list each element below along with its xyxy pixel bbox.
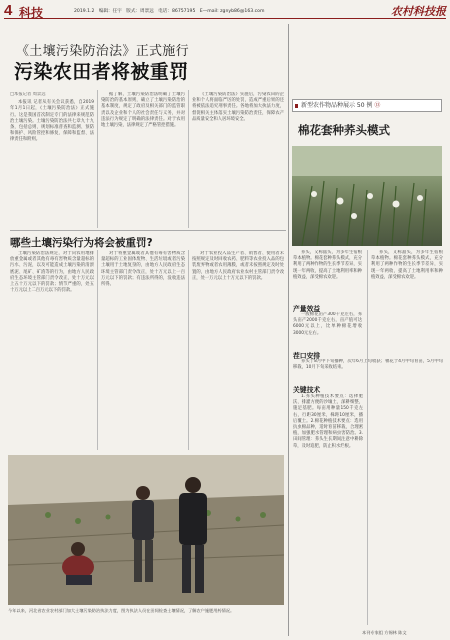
sidebar-intro: 荞头，又称藠头，为多年生宿根草本植物。棉花套种荞头模式，充分利用了两种作物的生长季节差异，实现一年两收，提高了土地利用率和种植效益，深受棉农欢迎。	[293, 250, 362, 280]
lead-kicker: 《土壤污染防治法》正式施行	[16, 44, 189, 59]
column-divider	[188, 250, 189, 450]
lead-text-3: 《土壤污染防治法》实施后，污染农田的企业和个人将面临严厉的处罚，造成严重后果的还将被依法追究刑事责任。各地将加大执法力度，督促相关主体落实土壤污染防治责任，保障农产品质量安全和人居环境安全。	[192, 92, 284, 122]
column-divider	[97, 250, 98, 450]
section-subhead: 哪些土壤污染行为将会被重罚?	[10, 237, 153, 249]
masthead	[4, 3, 446, 19]
column-divider	[188, 90, 189, 228]
lead-column-1	[10, 92, 94, 224]
tech-text-1: 1.荞头种植技术要点：选择肥沃、排灌方便的沙壤土，深耕细整，施足基肥。每亩用种量150千克左右，行距30厘米，株距10厘米，播后覆土。2.棉花种植技术要点：选用抗虫棉品种，适时育苗移栽，合理密植，加强肥水管理和病虫害防治。3.田间管理：荞头生长期间注意中耕除草，及时追肥，防止积水烂根。	[293, 394, 363, 449]
section-column-3	[192, 251, 284, 449]
section-title: 科技	[19, 6, 44, 20]
column-divider	[97, 90, 98, 228]
byline: □本报记者 周景远	[10, 92, 46, 97]
photo-caption: 今年以来，河北省农业农村部门加大土壤污染防治执法力度，图为执法人员在田间检查土壤情况，了解农户施肥用药情况。	[8, 608, 235, 613]
series-header	[292, 99, 442, 112]
crop-photo	[292, 146, 442, 246]
crop-field-illustration	[292, 146, 442, 246]
income-heading: 产量效益	[293, 305, 321, 313]
lead-column-3	[192, 92, 284, 224]
field-inspection-illustration	[8, 455, 284, 605]
field-inspection-photo	[8, 455, 284, 605]
masthead-meta: 2019.1.2 编辑：任宇 版式：周景远 电话：86757195 E—mail: zgnyb86@163.com	[74, 9, 265, 14]
column-divider	[367, 250, 368, 625]
series-label: 新型农作物品种展示 50 例	[301, 102, 373, 109]
paper-logo: 农村科技报	[391, 5, 446, 18]
section-column-1	[10, 251, 94, 449]
series-number: ⑬	[374, 102, 381, 109]
section-rule	[10, 230, 286, 231]
lead-text-1: 本报讯 记者从有关会议获悉，自2019年1月1日起，《土壤污染防治法》正式施行。这是我国首次制定专门的法律来规范防治土壤污染。土壤污染防治法共七章九十九条，包括总则、规划标准普查和监测、预防和保护、风险管控和修复、保障和监督、法律责任和附则。	[10, 100, 94, 143]
tech-heading: 关键技术	[293, 386, 321, 394]
section-column-2	[101, 251, 185, 449]
season-text: 荞头于8月中下旬播种，次年6月上旬收获；棉花于4月中旬育苗，5月中旬移栽，10月下旬采收结束。	[293, 359, 443, 371]
tech-text-2: 荞头，又称藠头，为多年生宿根草本植物。棉花套种荞头模式，充分利用了两种作物的生长季节差异，实现一年两收，提高了土地利用率和种植效益，深受棉农欢迎。	[371, 250, 443, 280]
sidebar-title: 棉花套种荞头模式	[298, 123, 390, 137]
lead-headline: 污染农田者将被重罚	[14, 61, 189, 83]
section-text-3: 对于农业投入品生产者、销售者、使用者未按照规定及时回收农药、肥料等农业投入品的包装废弃物或者农用薄膜，或者未按照规定及时处置的，由地方人民政府农业农村主管部门责令改正，处一万元以上十万元以下的罚款。	[192, 251, 284, 281]
section-text-1: 土壤污染防治法规定，对于向农用地排放重金属或者其他有毒有害物质含量超标的污水、污泥，以及可能造成土壤污染的清淤底泥、尾矿、矿渣等的行为，由地方人民政府生态环境主管部门责令改正，处十万元以上五十万元以下的罚款；情节严重的，处五十万元以上二百万元以下的罚款。	[10, 251, 94, 294]
section-text-2: 对于将重金属或者其他有毒有害物质含量超标的工业固体废物、生活垃圾或者污染土壤用于土地复垦的，由地方人民政府生态环境主管部门责令改正，处十万元以上一百万元以下的罚款；有违法所得的，没收违法所得。	[101, 251, 185, 288]
sidebar-title-panel	[292, 114, 442, 144]
page-number: 4	[4, 2, 13, 19]
income-text: 一般棉花亩产300千克左右，荞头亩产2000千克左右，亩产值可达6000元以上，比单种棉花增收3000元左右。	[293, 312, 362, 336]
lead-column-2	[101, 92, 185, 224]
sidebar-divider	[288, 24, 289, 636]
sidebar-credit: 本刊专家组 方锡林 陈文	[362, 630, 407, 635]
lead-text-2: 据了解，土壤污染防治法明确了土壤污染防治的基本原则，确立了土壤污染防治的基本制度，规定了政府及相关部门的监管职责以及企业和个人的社会责任与义务，并对违法行为规定了明确的法律责任。对于农用地土壤污染，法律规定了严格管控措施。	[101, 92, 185, 129]
season-heading: 茬口安排	[293, 352, 321, 360]
